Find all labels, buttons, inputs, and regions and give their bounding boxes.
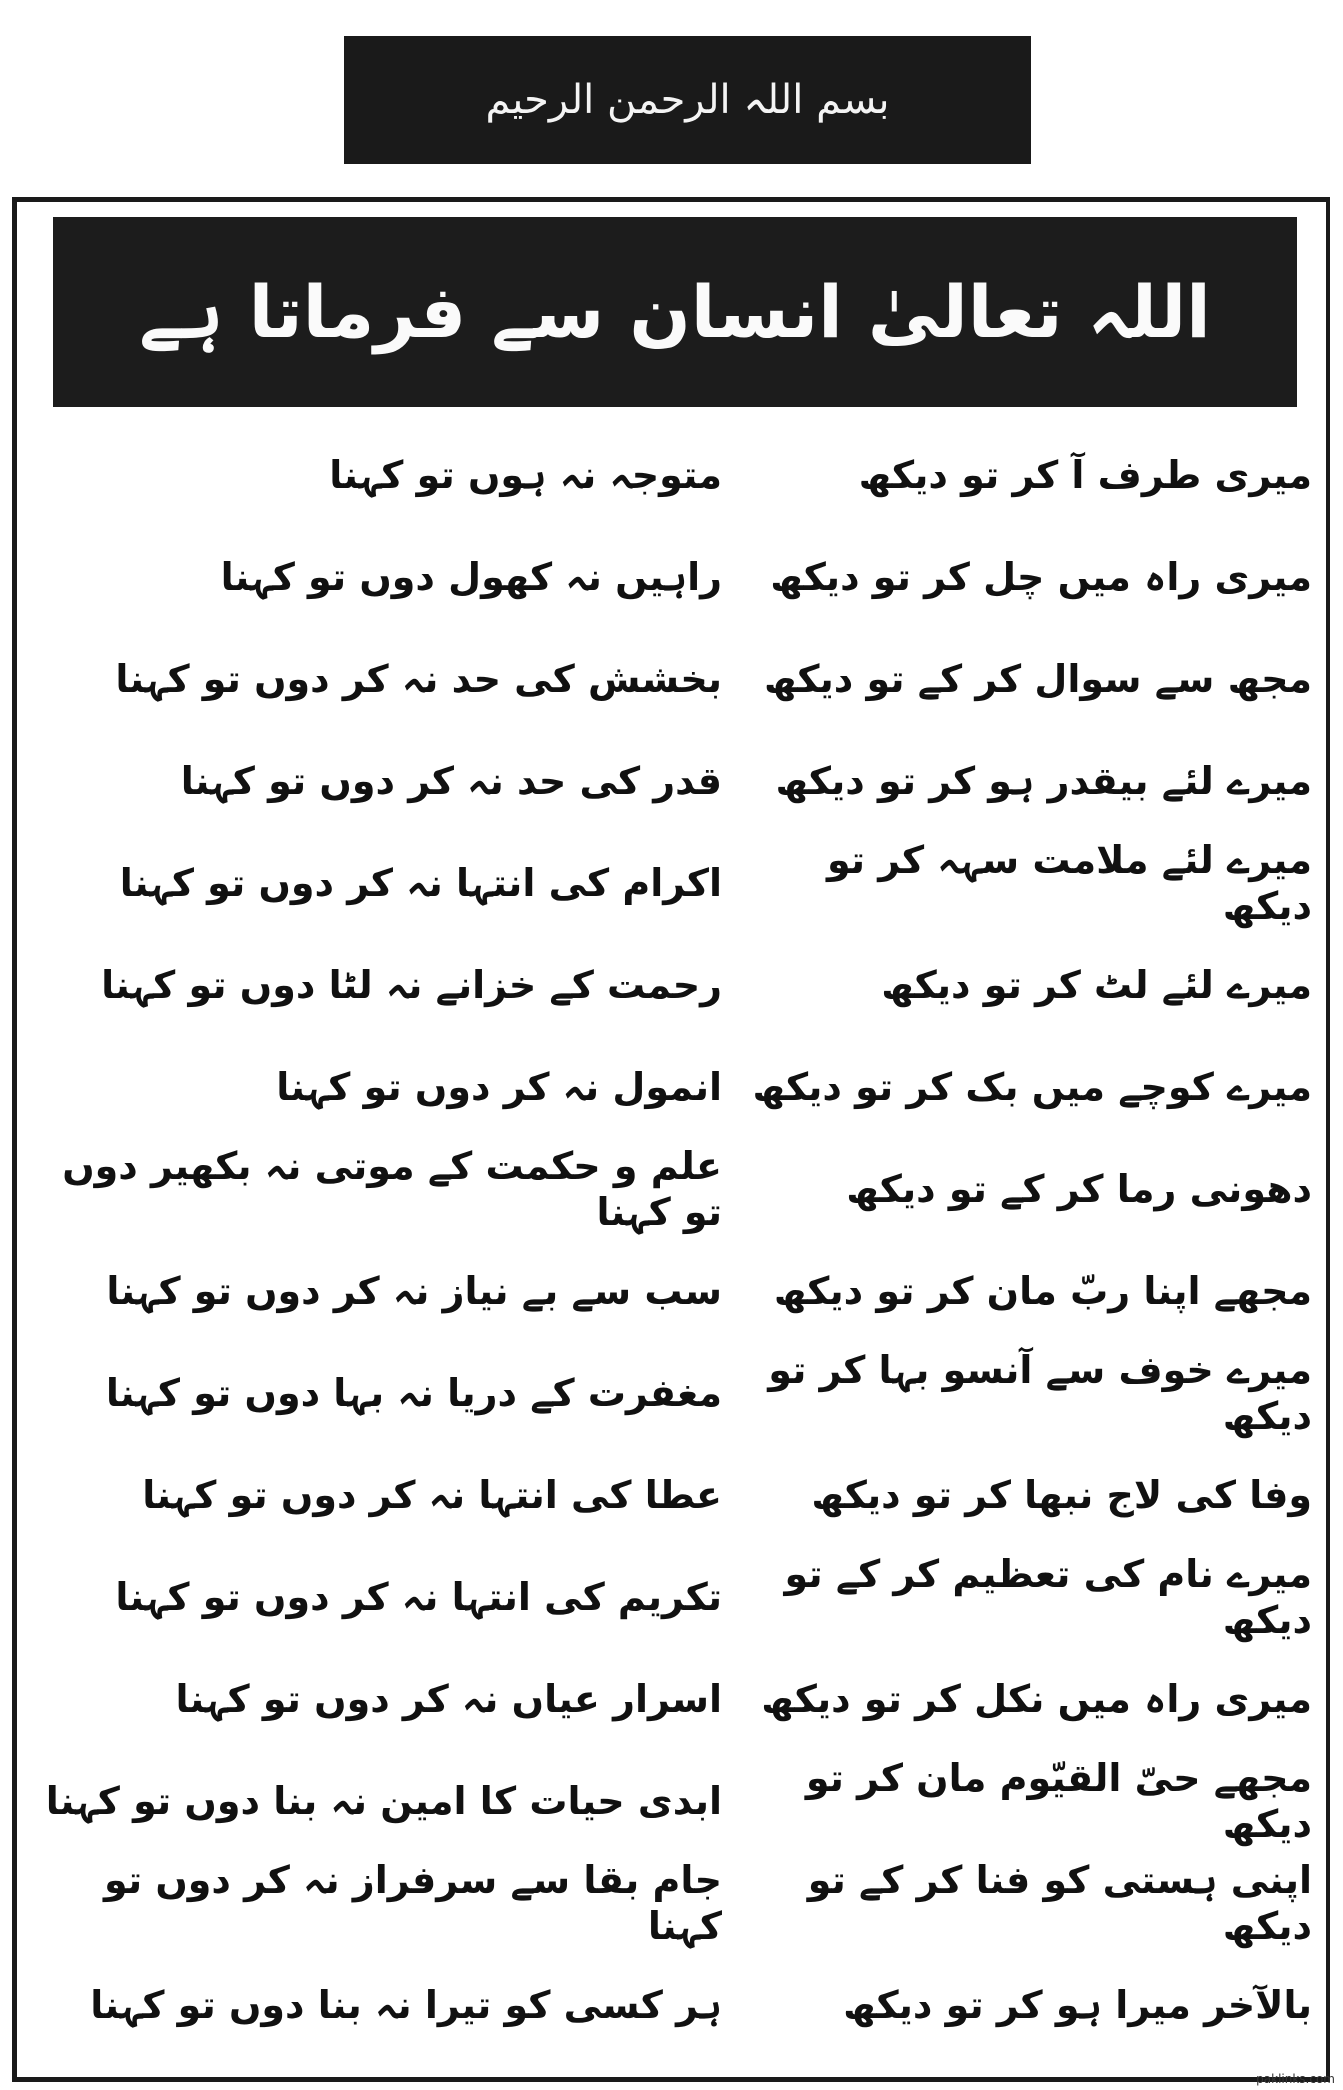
verse-row [32,1547,1312,1649]
verse-second-half: رحمت کے خزانے نہ لٹا دوں تو کہنا [101,963,722,1008]
verse-row [32,1037,1312,1139]
verse-row [32,1649,1312,1751]
verse-second-half: انمول نہ کر دوں تو کہنا [276,1065,722,1110]
verse-first-half: میری راہ میں نکل کر تو دیکھ [761,1677,1312,1722]
verse-first-half: میرے نام کی تعظیم کر کے تو دیکھ [784,1552,1312,1642]
verse-first-half: بالآخر میرا ہو کر تو دیکھ [843,1983,1312,2028]
verse-row [32,1751,1312,1853]
verse-second-half: اسرار عیاں نہ کر دوں تو کہنا [175,1677,722,1722]
verse-row [32,1139,1312,1241]
verse-row [32,731,1312,833]
verse-first-half: میرے لئے بیقدر ہو کر تو دیکھ [775,759,1312,804]
watermark: paklinks.com [1256,2072,1335,2086]
verse-second-half: قدر کی حد نہ کر دوں تو کہنا [180,759,722,804]
verse-first-half: میرے کوچے میں بک کر تو دیکھ [752,1065,1312,1110]
bismillah-text: بسم اللہ الرحمن الرحیم [485,77,890,123]
bismillah-banner [344,36,1031,164]
verse-second-half: ابدی حیات کا امین نہ بنا دوں تو کہنا [45,1779,722,1824]
verse-row [32,935,1312,1037]
article-title [53,217,1297,407]
verse-second-half: علم و حکمت کے موتی نہ بکھیر دوں تو کہنا [62,1144,722,1234]
verse-second-half: تکریم کی انتہا نہ کر دوں تو کہنا [115,1575,722,1620]
verse-row [32,1955,1312,2057]
verse-first-half: مجھے اپنا ربّ مان کر تو دیکھ [773,1269,1312,1314]
verse-second-half: جام بقا سے سرفراز نہ کر دوں تو کہنا [104,1858,722,1948]
verse-first-half: میرے لئے ملامت سہہ کر تو دیکھ [826,838,1312,928]
verse-second-half: متوجہ نہ ہوں تو کہنا [329,453,722,498]
verse-list [32,425,1312,2057]
verse-row [32,1241,1312,1343]
verse-first-half: اپنی ہستی کو فنا کر کے تو دیکھ [807,1858,1312,1948]
verse-first-half: میرے لئے لٹ کر تو دیکھ [881,963,1312,1008]
verse-row [32,1343,1312,1445]
verse-row [32,629,1312,731]
verse-first-half: مجھ سے سوال کر کے تو دیکھ [763,657,1312,702]
verse-second-half: راہیں نہ کھول دوں تو کہنا [220,555,722,600]
verse-first-half: دھونی رما کر کے تو دیکھ [846,1167,1312,1212]
verse-second-half: عطا کی انتہا نہ کر دوں تو کہنا [142,1473,722,1518]
verse-first-half: وفا کی لاج نبھا کر تو دیکھ [811,1473,1312,1518]
verse-row [32,1853,1312,1955]
verse-second-half: اکرام کی انتہا نہ کر دوں تو کہنا [119,861,722,906]
verse-second-half: مغفرت کے دریا نہ بہا دوں تو کہنا [105,1371,722,1416]
verse-first-half: مجھے حیّ القیّوم مان کر تو دیکھ [805,1756,1312,1846]
verse-first-half: میری طرف آ کر تو دیکھ [858,453,1312,498]
verse-second-half: ہر کسی کو تیرا نہ بنا دوں تو کہنا [90,1983,722,2028]
verse-second-half: بخشش کی حد نہ کر دوں تو کہنا [115,657,722,702]
verse-row [32,1445,1312,1547]
verse-row [32,527,1312,629]
verse-row [32,833,1312,935]
verse-first-half: میری راہ میں چل کر تو دیکھ [770,555,1312,600]
verse-second-half: سب سے بے نیاز نہ کر دوں تو کہنا [106,1269,722,1314]
title-text: اللہ تعالیٰ انسان سے فرماتا ہے [139,269,1211,354]
verse-first-half: میرے خوف سے آنسو بہا کر تو دیکھ [768,1348,1312,1438]
verse-row [32,425,1312,527]
